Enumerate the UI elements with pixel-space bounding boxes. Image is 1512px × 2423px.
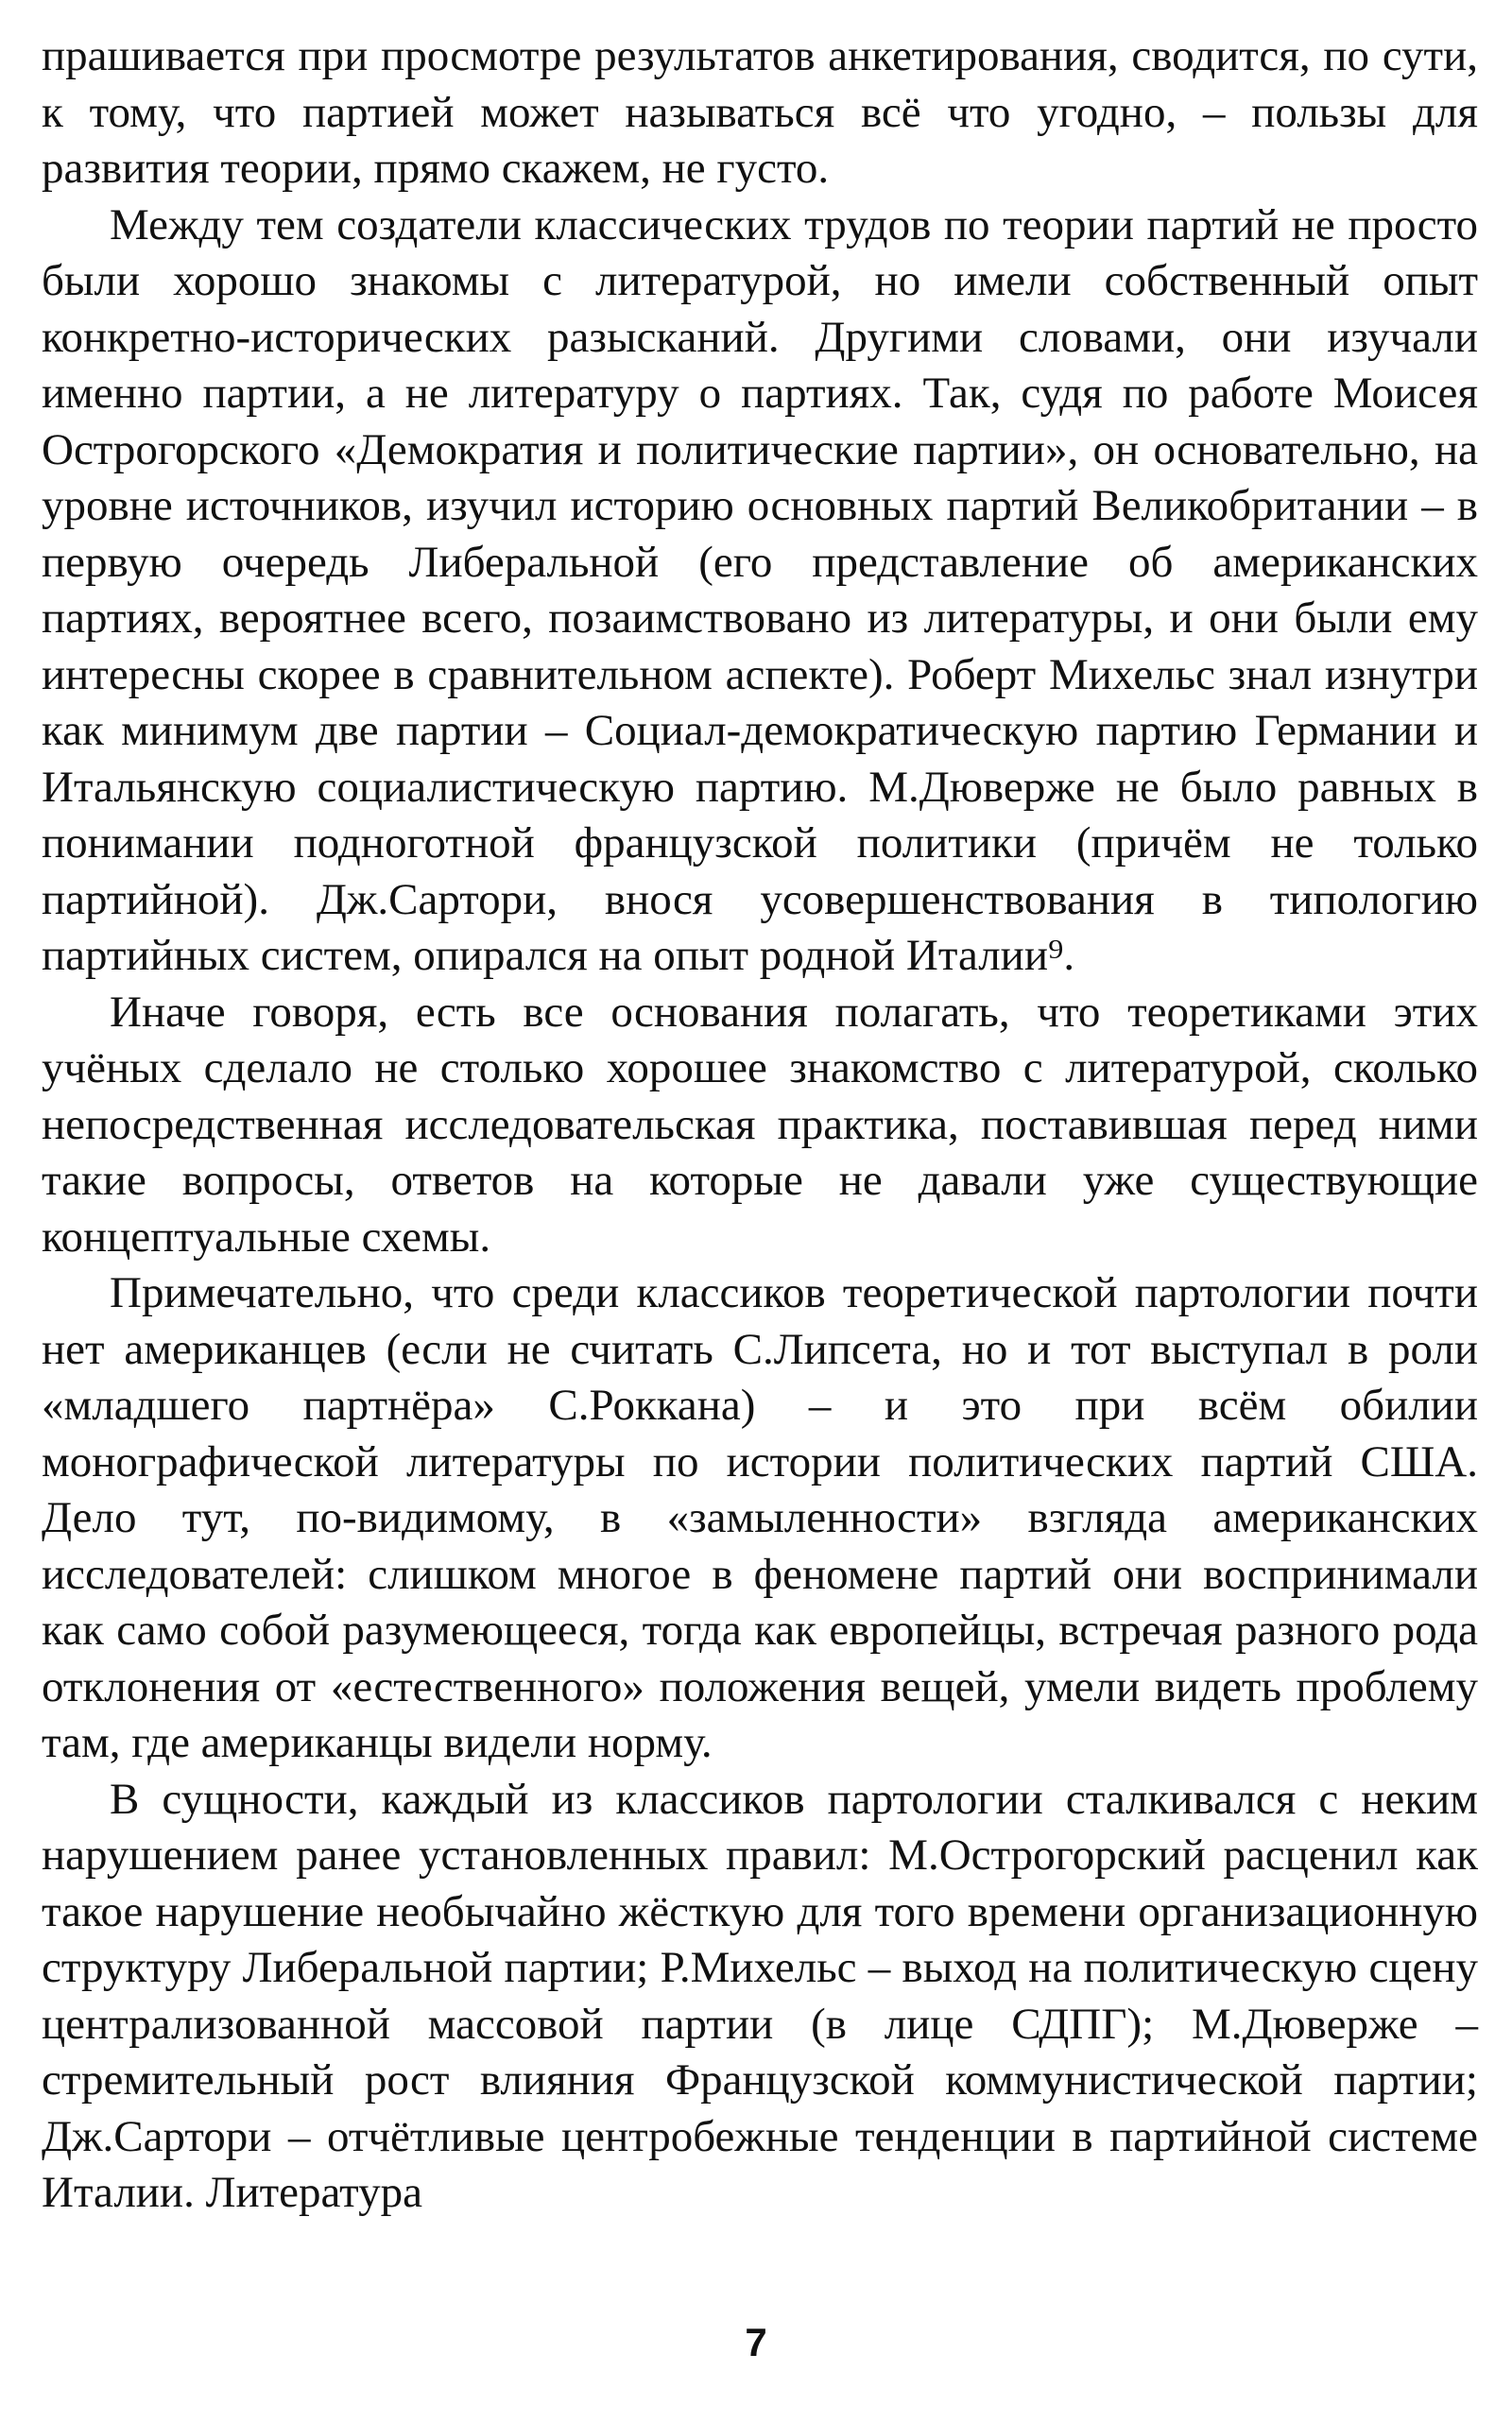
paragraph-classics-experience: Между тем создатели классических трудов по теории партий не просто были хорошо знакомы с литературой, но имели собственный опыт конкретно-исторических разысканий. Другими словами, они изучали именно партии, а не литературу о партиях. Так, судя по работе Моисея Острогорского «Демократия и политические партии», он основательно, на уровне источников, изучил историю основных партий Великобритании – в первую очередь Либеральной (его представление об американских партиях, вероятнее всего, позаимствовано из литературы, и они были ему интересны скорее в сравнительном аспекте). Роберт Михельс знал изнутри как минимум две партии – Социал-демократическую партию Германии и Итальянскую социалистическую партию. М.Дюверже не было равных в понимании подноготной французской политики (причём не только партийной). Дж.Сартори, внося усовершенствования в типологию партийных систем, опирался на опыт родной Италии⁹. — [42, 199, 1478, 980]
body-text — [42, 28, 1478, 2222]
page-number: 7 — [745, 2320, 767, 2364]
paragraph-american-scholars: Примечательно, что среди классиков теоретической партологии почти нет американцев (если не считать С.Липсета, но и тот выступал в роли «младшего партнёра» С.Роккана) – и это при всём обилии монографической литературы по истории политических партий США. Дело тут, по-видимому, в «замыленности» взгляда американских исследователей: слишком многое в феномене партий они воспринимали как само собой разумеющееся, тогда как европейцы, встречая разного рода отклонения от «естественного» положения вещей, умели видеть проблему там, где американцы видели норму. — [42, 1268, 1478, 1767]
document-page — [42, 28, 1478, 2372]
paragraph-rule-violations: В сущности, каждый из классиков партологии сталкивался с неким нарушением ранее установленных правил: М.Острогорский расценил как такое нарушение необычайно жёсткую для того времени организационную структуру Либеральной партии; Р.Михельс – выход на политическую сцену централизованной массовой партии (в лице СДПГ); М.Дюверже – стремительный рост влияния Французской коммунистической партии; Дж.Сартори – отчётливые центробежные тенденции в партийной системе Италии. Литература — [42, 1774, 1478, 2217]
paragraph-continuation: прашивается при просмотре результатов анкетирования, сводится, по сути, к тому, что партией может называться всё что угодно, – пользы для развития теории, прямо скажем, не густо. — [42, 31, 1478, 193]
paragraph-research-practice: Иначе говоря, есть все основания полагать, что теоретиками этих учёных сделало не столько хорошее знакомство с литературой, сколько непосредственная исследовательская практика, поставившая перед ними такие вопросы, ответов на которые не давали уже существующие концептуальные схемы. — [42, 987, 1478, 1262]
